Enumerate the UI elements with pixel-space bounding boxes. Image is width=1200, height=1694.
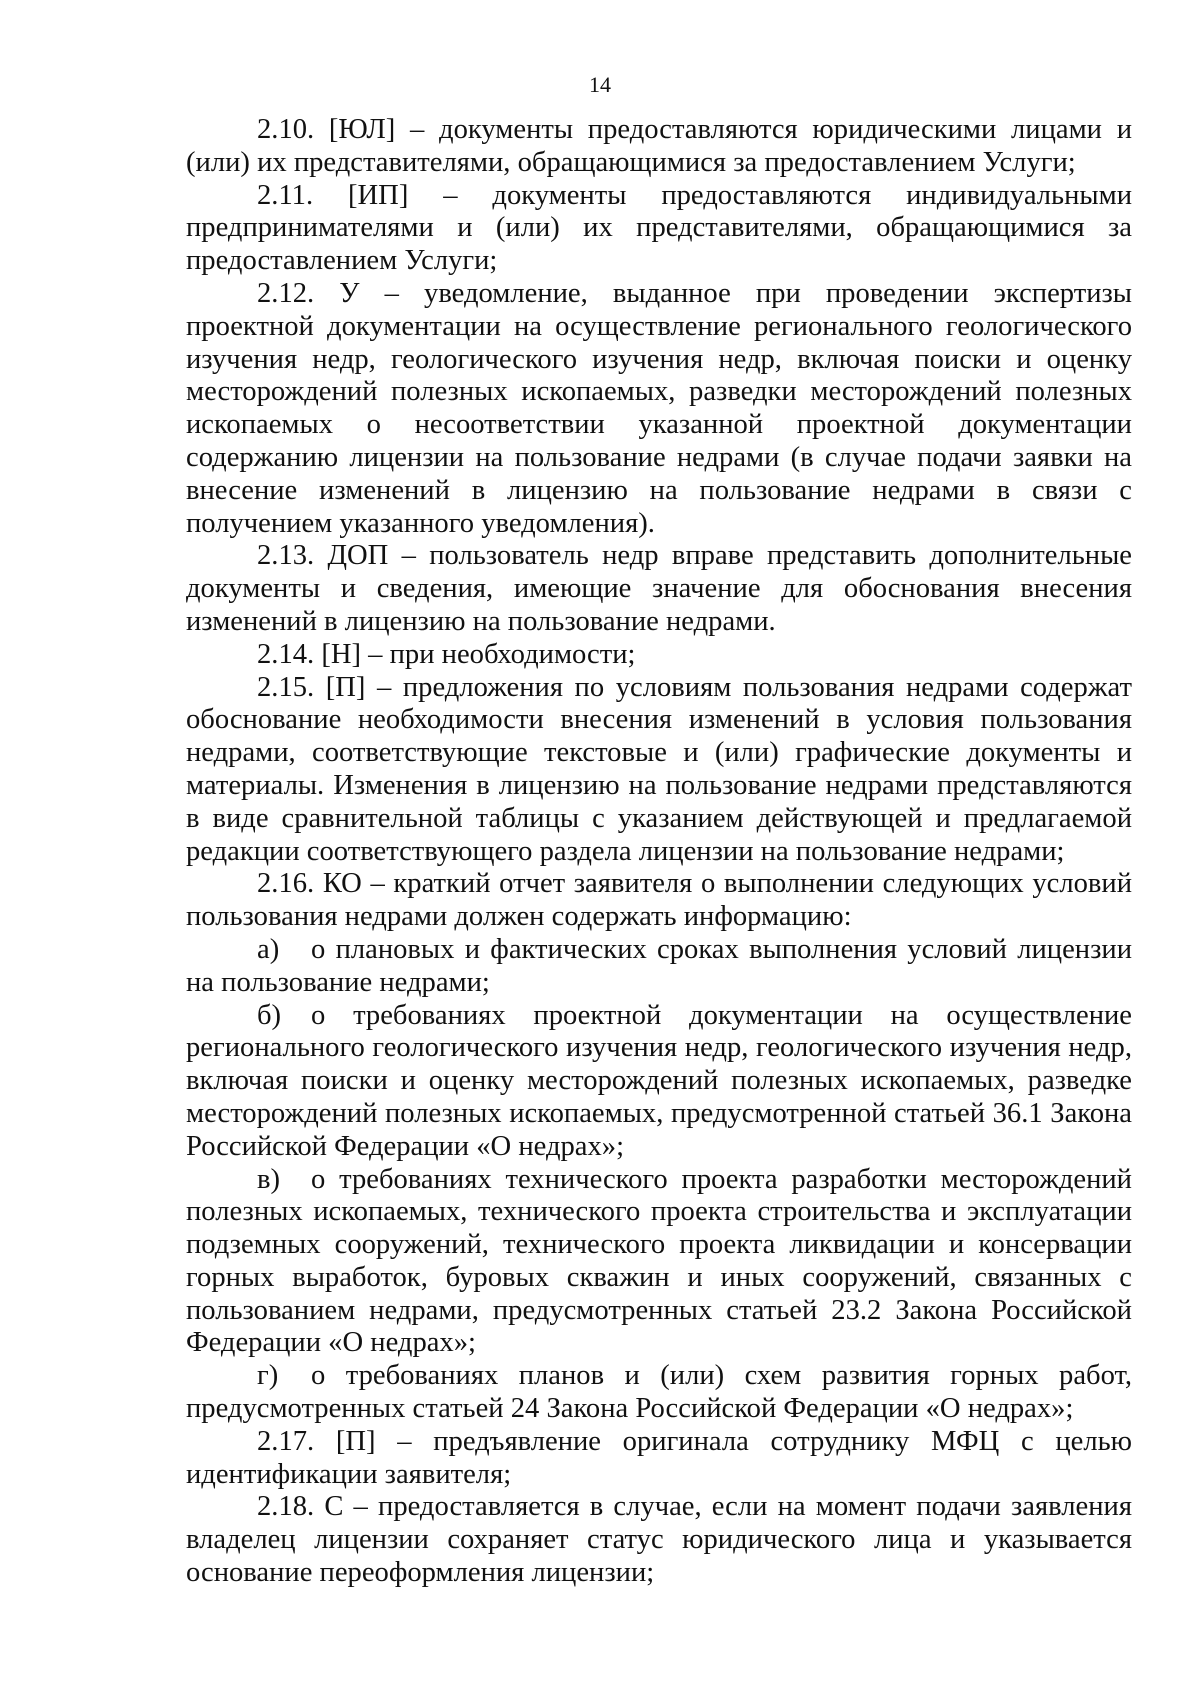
list-marker: б): [257, 999, 282, 1031]
list-item-text: о требованиях технического проекта разработки месторождений полезных ископаемых, технического проекта строительства и эксплуатации подземных сооружений, технического проекта ликвидации и консервации горных выработок, буровых скважин и иных сооружений, связанных с пользованием недрами, предусмотренных статьей 23.2 Закона Российской Федерации «О недрах»;: [186, 1163, 1132, 1359]
list-marker: а): [257, 933, 280, 965]
clause-2-10: 2.10. [ЮЛ] – документы предоставляются юридическими лицами и (или) их представителями, обращающимися за предоставлением Услуги;: [186, 114, 1132, 178]
clause-2-18: 2.18. С – предоставляется в случае, если на момент подачи заявления владелец лицензии сохраняет статус юридического лица и указывается основание переоформления лицензии;: [186, 1491, 1132, 1589]
list-item-text: о требованиях проектной документации на осуществление регионального геологического изучения недр, геологического изучения недр, включая поиски и оценку месторождений полезных ископаемых, разведке месторождений полезных ископаемых, предусмотренной статьей 36.1 Закона Российской Федерации «О недрах»;: [186, 999, 1132, 1162]
list-marker: в): [257, 1163, 281, 1195]
clause-2-15: 2.15. [П] – предложения по условиям пользования недрами содержат обоснование необходимости внесения изменений в условия пользования недрами, соответствующие текстовые и (или) графические документы и материалы. Изменения в лицензию на пользование недрами представляются в виде сравнительной таблицы с указанием действующей и предлагаемой редакции соответствующего раздела лицензии на пользование недрами;: [186, 671, 1132, 867]
clause-2-17: 2.17. [П] – предъявление оригинала сотруднику МФЦ с целью идентификации заявителя;: [186, 1425, 1132, 1490]
list-marker: г): [257, 1360, 279, 1392]
clause-2-11: 2.11. [ИП] – документы предоставляются индивидуальными предпринимателями и (или) их представителями, обращающимися за предоставлением Услуги;: [186, 179, 1132, 277]
clause-2-13: 2.13. ДОП – пользователь недр вправе представить дополнительные документы и сведения, имеющие значение для обоснования внесения изменений в лицензию на пользование недрами.: [186, 540, 1132, 637]
clause-2-12: 2.12. У – уведомление, выданное при проведении экспертизы проектной документации на осуществление регионального геологического изучения недр, геологического изучения недр, включая поиски и оценку месторождений полезных ископаемых, разведки месторождений полезных ископаемых о несоответствии указанной проектной документации содержанию лицензии на пользование недрами (в случае подачи заявки на внесение изменений в лицензию на пользование недрами в связи с получением указанного уведомления).: [186, 277, 1132, 539]
list-item-a: [186, 934, 1132, 1000]
document-body: [186, 114, 1132, 1590]
clause-2-14: 2.14. [Н] – при необходимости;: [257, 638, 636, 670]
list-item-v: [186, 1164, 1132, 1361]
clause-2-16: 2.16. КО – краткий отчет заявителя о выполнении следующих условий пользования недрами должен содержать информацию:: [186, 868, 1132, 933]
list-item-text: о плановых и фактических сроках выполнения условий лицензии на пользование недрами;: [186, 933, 1132, 998]
list-item-g: [186, 1360, 1132, 1426]
page-number: 14: [589, 72, 611, 97]
list-item-b: [186, 1000, 1132, 1164]
list-item-text: о требованиях планов и (или) схем развития горных работ, предусмотренных статьей 24 Закона Российской Федерации «О недрах»;: [186, 1360, 1132, 1425]
